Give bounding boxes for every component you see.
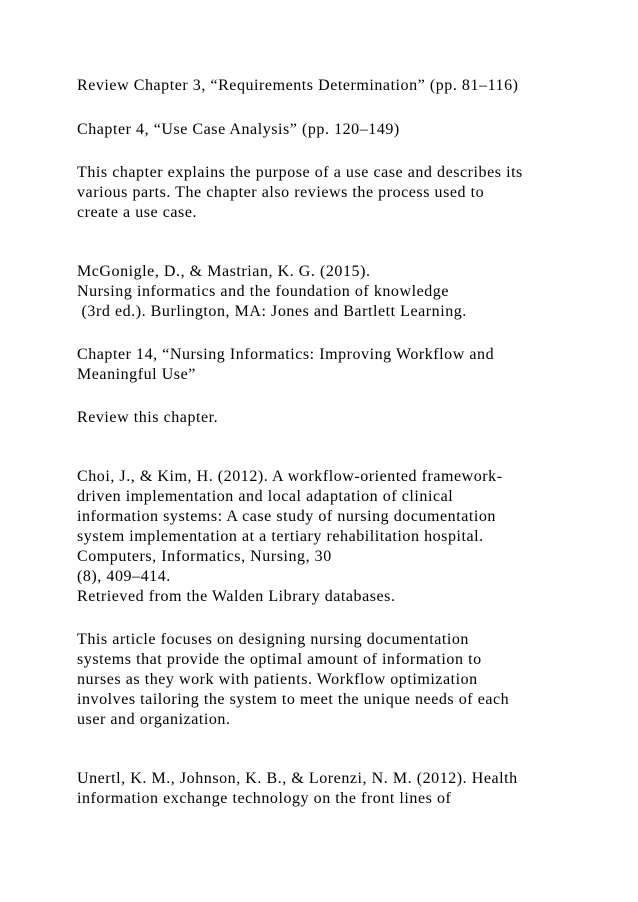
text-line: This chapter explains the purpose of a use case and describes its bbox=[77, 164, 523, 181]
text-line: Review Chapter 3, “Requirements Determination” (pp. 81–116) bbox=[77, 77, 519, 94]
text-line: Retrieved from the Walden Library databases. bbox=[77, 588, 396, 605]
text-line: Computers, Informatics, Nursing, 30 bbox=[77, 548, 332, 565]
text-line: This article focuses on designing nursing documentation bbox=[77, 631, 469, 648]
text-line: driven implementation and local adaptation of clinical bbox=[77, 488, 454, 505]
text-line: Review this chapter. bbox=[77, 409, 219, 426]
text-line: (3rd ed.). Burlington, MA: Jones and Bartlett Learning. bbox=[77, 303, 467, 320]
text-line: create a use case. bbox=[77, 204, 198, 221]
text-line: (8), 409–414. bbox=[77, 568, 171, 585]
text-line: various parts. The chapter also reviews the process used to bbox=[77, 184, 485, 201]
text-line: Choi, J., & Kim, H. (2012). A workflow-oriented framework- bbox=[77, 468, 503, 485]
text-line: information exchange technology on the front lines of bbox=[77, 790, 452, 807]
text-line: systems that provide the optimal amount of information to bbox=[77, 651, 482, 668]
text-line: Unertl, K. M., Johnson, K. B., & Lorenzi, N. M. (2012). Health bbox=[77, 770, 518, 787]
text-line: Chapter 14, “Nursing Informatics: Improving Workflow and bbox=[77, 346, 495, 363]
text-line: user and organization. bbox=[77, 711, 231, 728]
text-line: information systems: A case study of nursing documentation bbox=[77, 508, 496, 525]
text-line: Chapter 4, “Use Case Analysis” (pp. 120–149) bbox=[77, 121, 400, 138]
text-line: involves tailoring the system to meet the unique needs of each bbox=[77, 691, 510, 708]
text-line: Meaningful Use” bbox=[77, 366, 196, 383]
text-line: McGonigle, D., & Mastrian, K. G. (2015). bbox=[77, 263, 371, 280]
text-line: Nursing informatics and the foundation of knowledge bbox=[77, 283, 449, 300]
text-line: nurses as they work with patients. Workflow optimization bbox=[77, 671, 478, 688]
text-line: system implementation at a tertiary rehabilitation hospital. bbox=[77, 528, 484, 545]
